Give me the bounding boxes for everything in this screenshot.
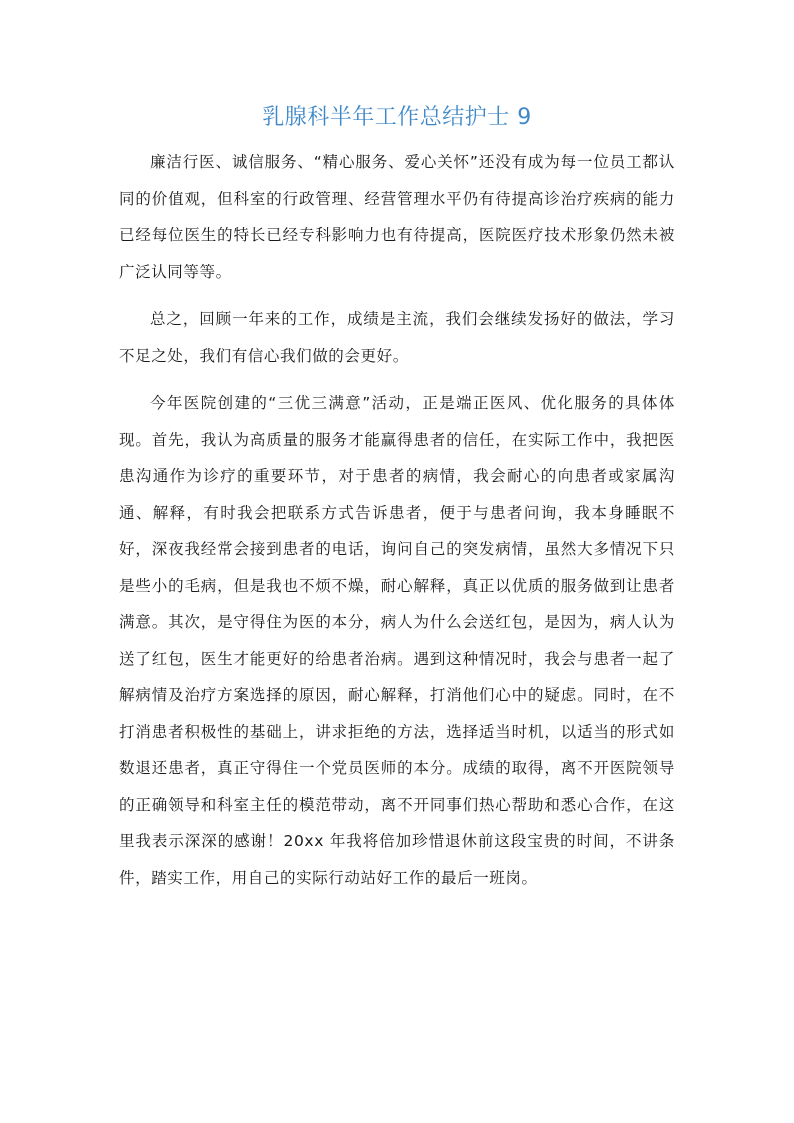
paragraph-3: 今年医院创建的“三优三满意”活动，正是端正医风、优化服务的具体体现。首先，我认为高质量的服务才能赢得患者的信任，在实际工作中，我把医患沟通作为诊疗的重要环节，对于患者的病情，我会耐心的向患者或家属沟通、解释，有时我会把联系方式告诉患者，便于与患者问询，我本身睡眠不好，深夜我经常会接到患者的电话，询问自己的突发病情，虽然大多情况下只是些小的毛病，但是我也不烦不燥，耐心解释，真正以优质的服务做到让患者满意。其次，是守得住为医的本分，病人为什么会送红包，是因为，病人认为送了红包，医生才能更好的给患者治病。遇到这种情况时，我会与患者一起了解病情及治疗方案选择的原因，耐心解释，打消他们心中的疑虑。同时，在不打消患者积极性的基础上，讲求拒绝的方法，选择适当时机，以适当的形式如数退还患者，真正守得住一个党员医师的本分。成绩的取得，离不开医院领导的正确领导和科室主任的模范带动，离不开同事们热心帮助和悉心合作，在这里我表示深深的感谢！20xx 年我将倍加珍惜退休前这段宝贵的时间，不讲条件，踏实工作，用自己的实际行动站好工作的最后一班岗。 [119,394,675,887]
paragraph-1: 廉洁行医、诚信服务、“精心服务、爱心关怀”还没有成为每一位员工都认同的价值观，但科室的行政管理、经营管理水平仍有待提高诊治疗疾病的能力已经每位医生的特长已经专科影响力也有待提高，医院医疗技术形象仍然未被广泛认同等等。 [119,153,675,281]
paragraph-2: 总之，回顾一年来的工作，成绩是主流，我们会继续发扬好的做法，学习不足之处，我们有信心我们做的会更好。 [119,310,675,365]
document-body [119,144,675,907]
document-title: 乳腺科半年工作总结护士 9 [262,105,532,130]
